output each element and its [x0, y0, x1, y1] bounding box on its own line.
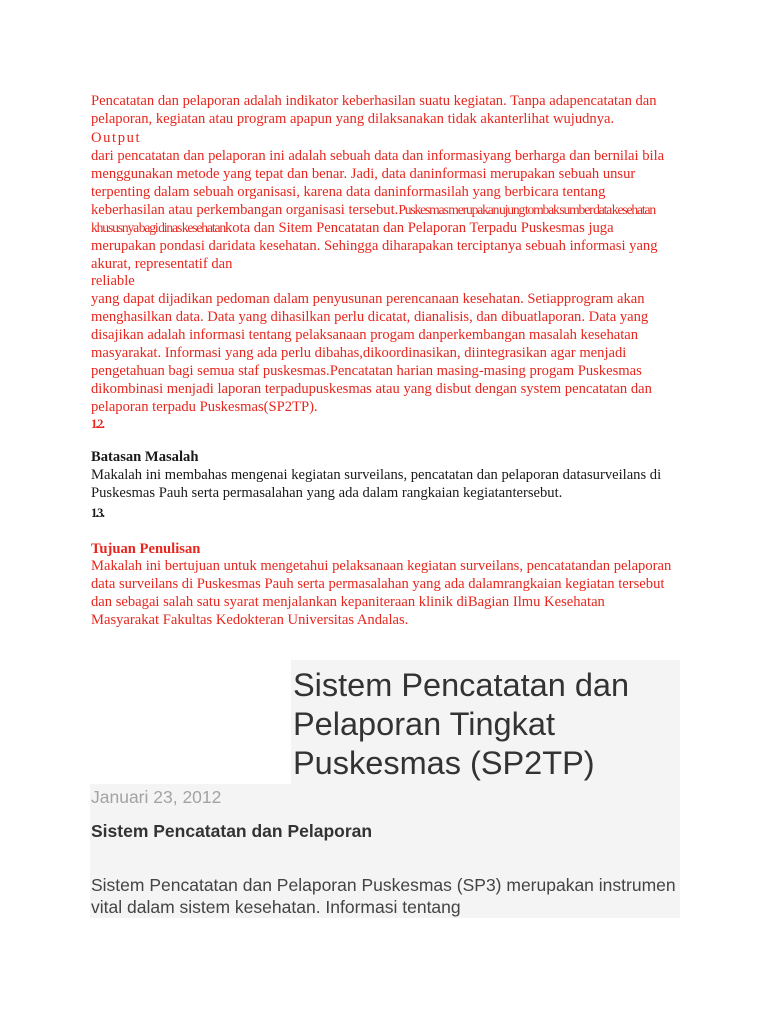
section-body-batasan-masalah: Makalah ini membahas mengenai kegiatan surveilans, pencatatan dan pelaporan datasurveilans di Puskesmas Pauh serta permasalahan yang ada dalam rangkaian kegiatantersebut. [91, 467, 662, 501]
intro-paragraph-3: yang dapat dijadikan pedoman dalam penyusunan perencanaan kesehatan. Setiapprogram akan menghasilkan data. Data yang dihasilkan perlu dicatat, dianalisis, dan dibuatlaporan. Data yang disajikan adalah informasi tentang pelaksanaan progam danperkembangan masalah kesehatan masyarakat. Informasi yang ada perlu dibahas,dikoordinasikan, diintegrasikan agar menjadi pengetahuan bagi semua staf puskesmas.Pencatatan harian masing-masing progam Puskesmas dikombinasi menjadi laporan terpadupuskesmas atau yang disbut dengan system pencatatan dan pelaporan terpadu Puskesmas(SP2TP). [91, 291, 652, 415]
intro-paragraph-2 [91, 147, 667, 273]
section-body-tujuan-penulisan: Makalah ini bertujuan untuk mengetahui pelaksanaan kegiatan surveilans, pencatatandan pelaporan data surveilans di Puskesmas Pauh serta permasalahan yang ada dalamrangkaian kegiatan tersebut dan sebagai salah satu syarat menjalankan kepaniteraan klinik diBagian Ilmu Kesehatan Masyarakat Fakultas Kedokteran Universitas Andalas. [91, 558, 672, 628]
intro-paragraph-2-squeezed: Puskesmas merupakan ujung tombak sumber data kesehatan khususnya bagi dinas kesehatan [91, 202, 656, 235]
output-label: Output [91, 130, 142, 146]
section-heading-tujuan-penulisan: Tujuan Penulisan [91, 541, 201, 557]
section-number-1-2: 1.2. [91, 417, 104, 431]
article-lead-paragraph: Sistem Pencatatan dan Pelaporan Puskesmas (SP3) merupakan instrumen vital dalam sistem kesehatan. Informasi tentang [91, 875, 676, 917]
article-title-line-1: Sistem Pencatatan dan [293, 667, 630, 703]
reliable-label: reliable [91, 273, 135, 289]
intro-paragraph-1: Pencatatan dan pelaporan adalah indikator keberhasilan suatu kegiatan. Tanpa adapencatatan dan pelaporan, kegiatan atau program apapun yang dilaksanakan tidak akanterlihat wujudnya. [91, 93, 657, 127]
article-title [293, 666, 680, 783]
article-subheading: Sistem Pencatatan dan Pelaporan [91, 821, 373, 841]
article-date: Januari 23, 2012 [91, 787, 222, 807]
article-title-line-2: Pelaporan Tingkat [293, 706, 555, 742]
intro-paragraph-2-start: dari pencatatan dan pelaporan ini adalah sebuah data dan informasiyang berharga dan bernilai bila menggunakan metode yang tepat dan benar. Jadi, data daninformasi merupakan sebuah unsur terpenting dalam sebuah organisasi, karena data daninformasilah yang berbicara tentang keberhasilan atau perkembangan organisasi tersebut. [91, 148, 665, 218]
article-panel-notch [90, 660, 291, 784]
intro-paragraph-2-end: kota dan Sitem Pencatatan dan Pelaporan Terpadu Puskesmas juga merupakan pondasi daridata kesehatan. Sehingga diharapakan terciptanya sebuah informasi yang akurat, representatif dan [91, 220, 658, 272]
section-heading-batasan-masalah: Batasan Masalah [91, 449, 199, 465]
article-title-line-3: Puskesmas (SP2TP) [293, 745, 595, 781]
section-number-1-3: 1.3. [91, 506, 104, 520]
